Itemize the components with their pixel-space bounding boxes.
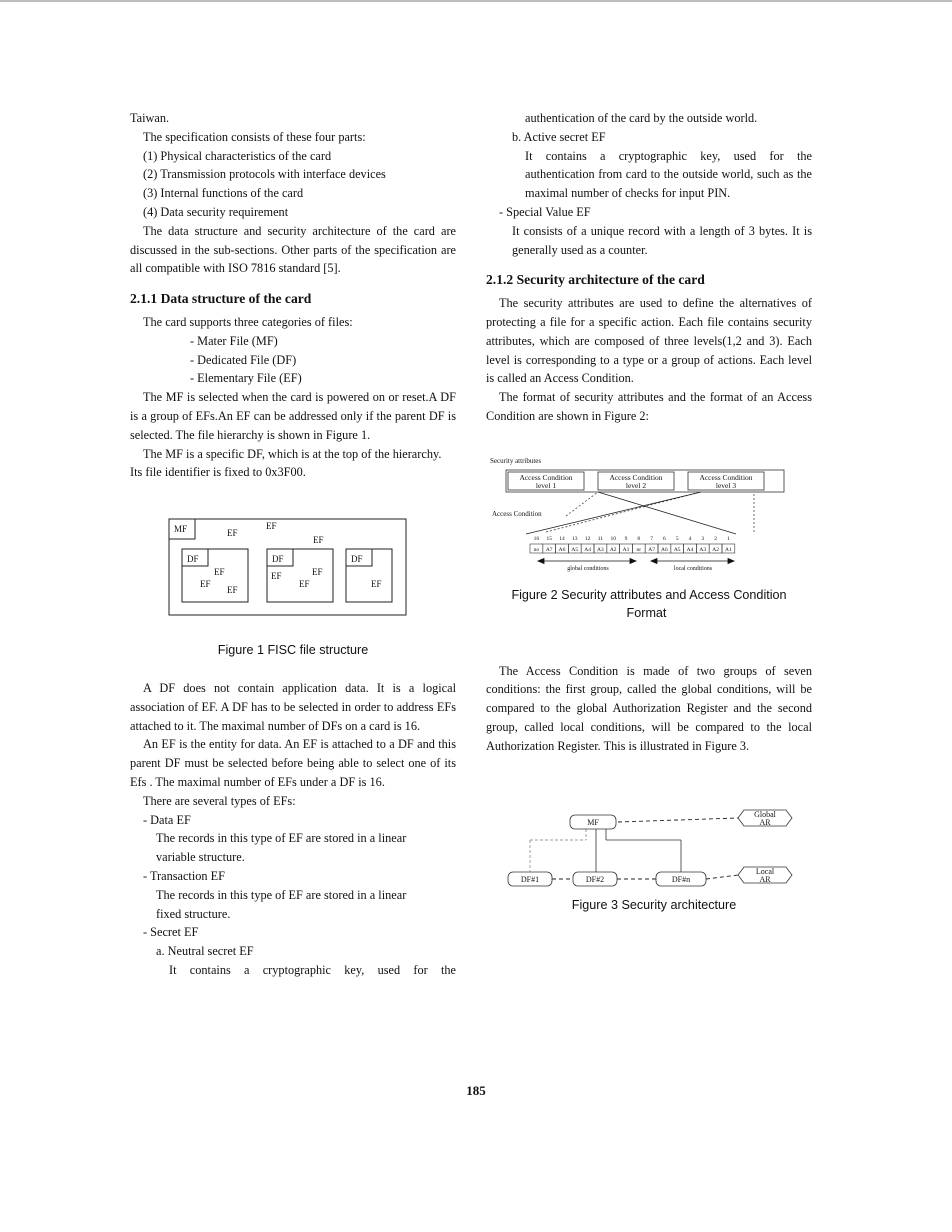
list-item: b. Active secret EF [512, 129, 606, 144]
local-conditions-label: local conditions [673, 565, 713, 572]
ef-label: EF [271, 571, 282, 582]
paragraph: Taiwan. [130, 111, 170, 125]
ef-label: EF [371, 579, 382, 590]
paragraph: An EF is the entity for data. An EF is attached to a DF and this parent DF must be selected before being able to select one of its Efs . The maximal number of EFs under a DF is 16. [130, 737, 456, 789]
bit-number: 16 [533, 535, 540, 542]
bit-cell-label: A4 [584, 546, 591, 553]
level-label: level 2 [625, 480, 647, 490]
bit-number: 10 [610, 535, 616, 542]
bit-number: 5 [675, 535, 679, 542]
bit-number: 11 [597, 535, 604, 542]
bit-number: 9 [624, 535, 628, 542]
figure-2-caption-line-1: Figure 2 Security attributes and Access Condition [511, 587, 787, 602]
access-condition-label: Access Condition [492, 509, 542, 518]
bit-number: 3 [701, 535, 705, 542]
paragraph: A DF does not contain application data. It is a logical association of EF. A DF has to be selected in order to address EFs attached to it. The maximal number of DFs on a card is 16. [130, 680, 456, 733]
ef-label: EF [200, 579, 211, 590]
figure-1-caption: Figure 1 FISC file structure [217, 642, 369, 657]
df-label: DF [272, 554, 284, 565]
bit-number: 15 [546, 535, 552, 542]
paragraph: The Access Condition is made of two groups of seven conditions: the first group, called the global conditions, will be compared to the global Authorization Register and the second group, called local conditions, will be compared to the local Authorization Register. This is illustrated in Figure 3. [486, 663, 812, 753]
list-item-text: It contains a cryptographic key, used for the [169, 962, 456, 977]
ac-label: Access Condition [609, 472, 663, 482]
list-item: - Mater File (MF) [190, 333, 278, 348]
df-label: DF [351, 554, 363, 565]
paragraph: The data structure and security architecture of the card are discussed in the sub-sections. Other parts of the specification are all compatible with ISO 7816 standard [5]. [130, 223, 456, 276]
list-item-text: It consists of a unique record with a length of 3 bytes. It is generally used as a counter. [512, 223, 812, 257]
security-attributes-label: Security attributes [490, 456, 542, 465]
bit-number: 13 [572, 535, 578, 542]
outer-box [169, 519, 406, 615]
global-conditions-label: global conditions [567, 565, 609, 572]
zoom-line [546, 492, 701, 532]
paragraph: There are several types of EFs: [143, 793, 296, 808]
list-item: - Elementary File (EF) [190, 371, 302, 386]
local-link [706, 875, 738, 879]
list-item-text: variable structure. [156, 850, 245, 865]
bit-numbers [534, 536, 730, 542]
bit-number: 12 [584, 535, 591, 542]
global-link [618, 818, 738, 822]
list-item-text: fixed structure. [156, 906, 231, 921]
ef-label: EF [227, 585, 238, 596]
section-heading: 2.1.2 Security architecture of the card [486, 272, 705, 288]
list-item: (2) Transmission protocols with interface devices [143, 167, 386, 182]
bit-cell-label: A5 [571, 546, 579, 553]
df2-node-label: DF#2 [585, 874, 605, 884]
local-label: Local [755, 866, 775, 876]
ar-label: AR [759, 874, 771, 884]
bit-cell-label: A6 [661, 546, 668, 553]
ef-label: EF [214, 567, 225, 578]
bit-cell-label: no [533, 546, 540, 553]
arrow-head [651, 558, 657, 563]
bit-cell-label: A7 [648, 546, 655, 553]
list-item: - Secret EF [143, 925, 199, 940]
zoom-line [598, 492, 736, 534]
left-column [130, 109, 456, 980]
top-border [0, 0, 952, 2]
bit-cell-label: A3 [597, 546, 604, 553]
arrow-head [630, 558, 636, 563]
figure-3-caption: Figure 3 Security architecture [571, 898, 737, 913]
level-label: level 3 [715, 480, 737, 490]
arrow-head [728, 558, 734, 563]
mf-node-label: MF [587, 817, 599, 827]
ef-label: EF [299, 579, 310, 590]
df-label: DF [187, 554, 199, 565]
list-item: (1) Physical characteristics of the card [143, 148, 332, 163]
ar-label: AR [759, 817, 771, 827]
paragraph: The MF is a specific DF, which is at the top of the hierarchy. Its file identifier is fixed to 0x3F00. [130, 446, 442, 480]
zoom-line [566, 492, 598, 516]
bit-cell-label: nr [636, 546, 642, 553]
bit-number: 1 [727, 535, 730, 542]
dfn-node-label: DF#n [671, 874, 691, 884]
list-item: (4) Data security requirement [143, 204, 289, 219]
bit-cell-label: A2 [712, 546, 719, 553]
ef-label: EF [227, 528, 238, 539]
paragraph: The specification consists of these four parts: [143, 129, 366, 144]
bit-cells [530, 544, 735, 553]
bit-cell-label: A1 [622, 546, 630, 553]
list-item: - Transaction EF [143, 868, 225, 883]
list-item: - Dedicated File (DF) [190, 352, 297, 367]
page-number: 185 [466, 1083, 486, 1098]
bit-number: 6 [663, 535, 666, 542]
ac-label: Access Condition [519, 472, 573, 482]
bit-cell-label: A5 [673, 546, 681, 553]
bit-cell-label: A2 [609, 546, 617, 553]
list-item-text: It contains a cryptographic key, used for the authentication from card to the outside world, such as the maximal number of checks for input PIN. [525, 148, 812, 201]
section-heading: 2.1.1 Data structure of the card [130, 291, 312, 307]
arrow-head [538, 558, 544, 563]
ac-label: Access Condition [699, 472, 753, 482]
list-item: a. Neutral secret EF [156, 944, 254, 959]
paragraph: The card supports three categories of files: [143, 314, 353, 329]
bit-cell-label: A4 [686, 546, 694, 553]
paragraph: The security attributes are used to define the alternatives of protecting a file for a specific action. Each file contains security attributes, which are composed of three levels(1,2 and 3). Each level is corresponding to a type or a group of actions. Each level is called an Access Condition. [486, 296, 812, 386]
bit-cell-label: A3 [699, 546, 707, 553]
paragraph: The MF is selected when the card is powered on or reset.A DF is a group of EFs.An EF can be addressed only if the parent DF is selected. The file hierarchy is shown in Figure 1. [130, 390, 456, 442]
right-column [486, 109, 812, 914]
list-item-text: authentication of the card by the outside world. [525, 111, 758, 125]
df1-node-label: DF#1 [520, 874, 540, 884]
ef-label: EF [312, 567, 323, 578]
bit-number: 2 [714, 535, 717, 542]
figure-2-caption-line-2: Format [626, 605, 667, 620]
list-item: (3) Internal functions of the card [143, 186, 304, 201]
figure-3-diagram [486, 807, 812, 899]
list-item-text: The records in this type of EF are stored in a linear [156, 831, 407, 846]
zoom-line [526, 492, 701, 534]
list-item-text: The records in this type of EF are stored in a linear [156, 887, 407, 902]
figure-2-diagram [486, 454, 812, 580]
ef-label: EF [313, 535, 324, 546]
list-item: - Data EF [143, 812, 191, 827]
bit-cell-label: A7 [545, 546, 553, 553]
list-item: - Special Value EF [499, 204, 591, 219]
bit-number: 7 [650, 535, 653, 542]
bit-cell-label: A1 [725, 546, 732, 553]
level-label: level 1 [535, 480, 557, 490]
bit-number: 8 [637, 535, 641, 542]
mf-label: MF [174, 524, 188, 535]
bit-number: 14 [559, 535, 565, 542]
bit-number: 4 [688, 535, 692, 542]
bit-cell-label: A6 [558, 546, 566, 553]
paragraph: The format of security attributes and the format of an Access Condition are shown in Figure 2: [486, 390, 812, 423]
ef-label: EF [266, 521, 277, 532]
figure-1-diagram [130, 516, 456, 626]
global-label: Global [754, 809, 776, 819]
